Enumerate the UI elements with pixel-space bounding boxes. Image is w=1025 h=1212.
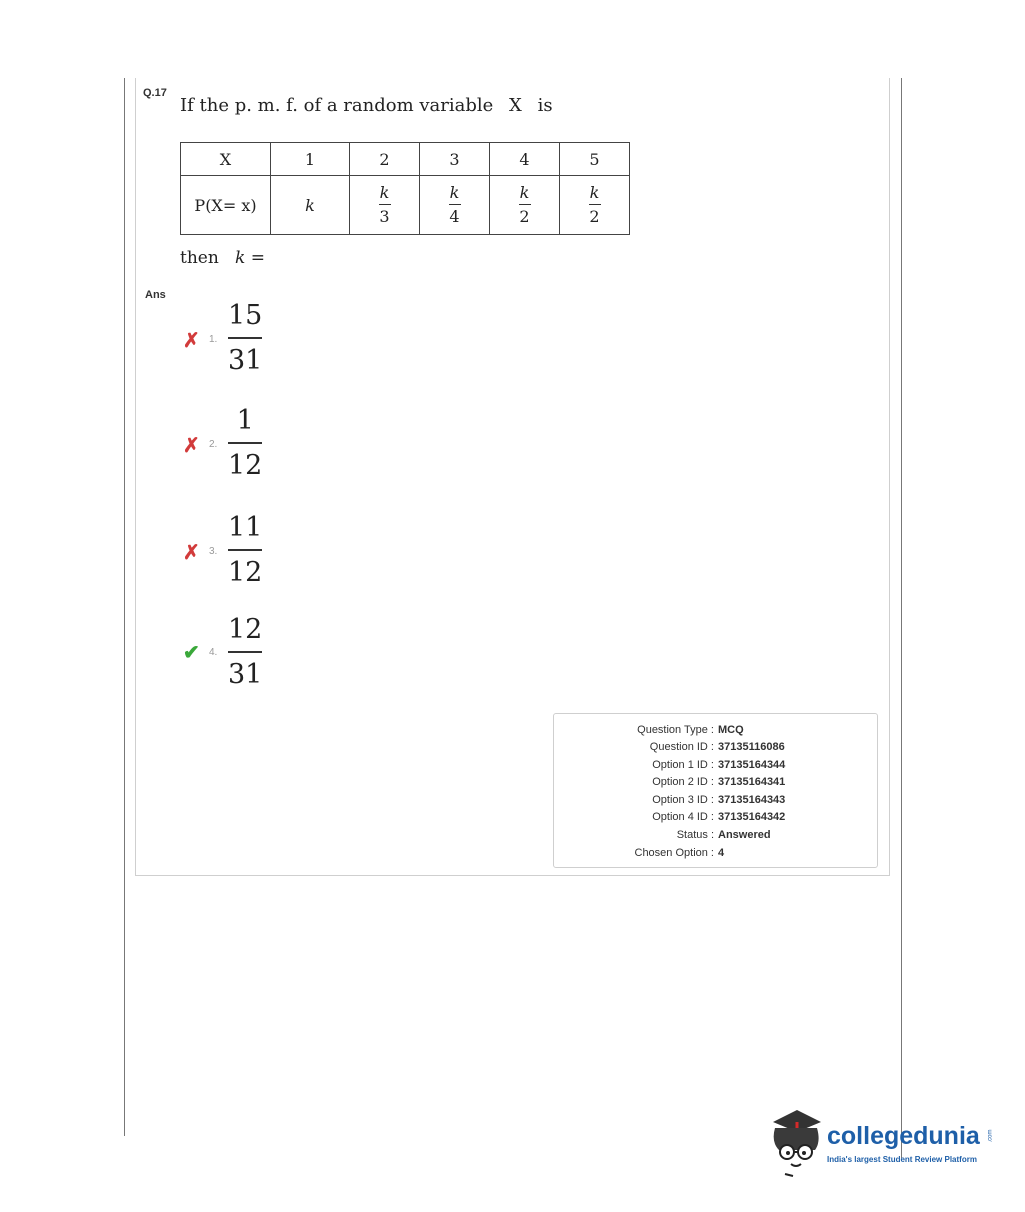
option-index: 1.: [209, 334, 218, 345]
fraction-denominator: 31: [228, 345, 263, 376]
pmf-table: [180, 142, 630, 235]
then-expression: k =: [235, 248, 265, 268]
brand-name: collegedunia: [827, 1122, 980, 1150]
fraction-denominator: 2: [519, 207, 530, 226]
meta-label: Option 3 ID :: [652, 794, 714, 806]
fraction-bar: [228, 651, 262, 653]
meta-label: Question Type :: [637, 724, 714, 736]
fraction-numerator: k: [379, 183, 390, 202]
fraction-denominator: 31: [228, 659, 263, 690]
fraction-bar: [228, 549, 262, 551]
meta-value: 37135164341: [718, 776, 786, 788]
fraction-bar: [228, 442, 262, 444]
table-row: [181, 143, 630, 176]
meta-label: Option 4 ID :: [652, 811, 714, 823]
option-fraction: [228, 514, 262, 586]
meta-value: MCQ: [718, 724, 744, 736]
question-text-part: If the p. m. f. of a random variable: [180, 95, 494, 116]
question-number: Q.17: [143, 87, 167, 99]
option-index: 4.: [209, 647, 218, 658]
option-fraction: [228, 302, 262, 374]
probability-value: k: [305, 195, 315, 215]
meta-value: 37135164342: [718, 811, 786, 823]
meta-value: 4: [718, 847, 725, 859]
probability-fraction: [589, 185, 601, 225]
then-text: then: [180, 248, 219, 268]
meta-value: 37135164344: [718, 759, 786, 771]
meta-value: 37135116086: [718, 741, 785, 753]
table-cell: [560, 176, 630, 235]
cross-icon: ✗: [183, 330, 200, 352]
probability-fraction: [449, 185, 461, 225]
meta-label: Status :: [676, 829, 714, 841]
table-header-cell: X: [181, 143, 271, 176]
fraction-denominator: 2: [589, 207, 600, 226]
fraction-numerator: k: [449, 183, 460, 202]
table-cell: [271, 176, 350, 235]
table-cell: [490, 176, 560, 235]
fraction-numerator: k: [519, 183, 530, 202]
then-statement: [180, 248, 265, 268]
table-cell: 1: [271, 143, 350, 176]
brand-tagline: India's largest Student Review Platform: [827, 1155, 977, 1164]
fraction-numerator: 15: [228, 300, 263, 331]
check-icon: ✔: [183, 642, 200, 664]
table-row: [181, 176, 630, 235]
fraction-denominator: 12: [228, 557, 263, 588]
probability-fraction: [519, 185, 531, 225]
fraction-numerator: k: [589, 183, 600, 202]
brand-suffix: .com: [987, 1129, 994, 1143]
table-cell: 2: [350, 143, 420, 176]
page-left-edge: [124, 78, 125, 1136]
option-fraction: [228, 407, 262, 479]
table-cell: [420, 176, 490, 235]
question-text-part: is: [537, 95, 553, 116]
fraction-denominator: 12: [228, 450, 263, 481]
meta-value: 37135164343: [718, 794, 786, 806]
meta-label: Chosen Option :: [634, 847, 714, 859]
question-text-variable: X: [509, 95, 522, 116]
fraction-numerator: 1: [236, 405, 254, 436]
table-cell: 5: [560, 143, 630, 176]
meta-label: Question ID :: [649, 741, 714, 753]
option-index: 2.: [209, 439, 218, 450]
fraction-numerator: 11: [228, 512, 263, 543]
table-cell: [350, 176, 420, 235]
collegedunia-logo[interactable]: [767, 1102, 997, 1182]
fraction-bar: [228, 337, 262, 339]
table-header-cell: P(X= x): [181, 176, 271, 235]
cross-icon: ✗: [183, 435, 200, 457]
question-meta-panel: [553, 713, 878, 868]
option-fraction: [228, 616, 262, 688]
meta-label: Option 1 ID :: [652, 759, 714, 771]
table-cell: 3: [420, 143, 490, 176]
mascot-icon: [767, 1102, 825, 1178]
meta-value: Answered: [718, 829, 771, 841]
probability-fraction: [379, 185, 391, 225]
fraction-denominator: 3: [379, 207, 390, 226]
cross-icon: ✗: [183, 542, 200, 564]
meta-label: Option 2 ID :: [652, 776, 714, 788]
answer-label: Ans: [145, 289, 166, 301]
option-index: 3.: [209, 546, 218, 557]
fraction-denominator: 4: [449, 207, 460, 226]
table-cell: 4: [490, 143, 560, 176]
page-right-edge: [901, 78, 902, 1158]
question-text: [180, 95, 553, 116]
fraction-numerator: 12: [228, 614, 263, 645]
